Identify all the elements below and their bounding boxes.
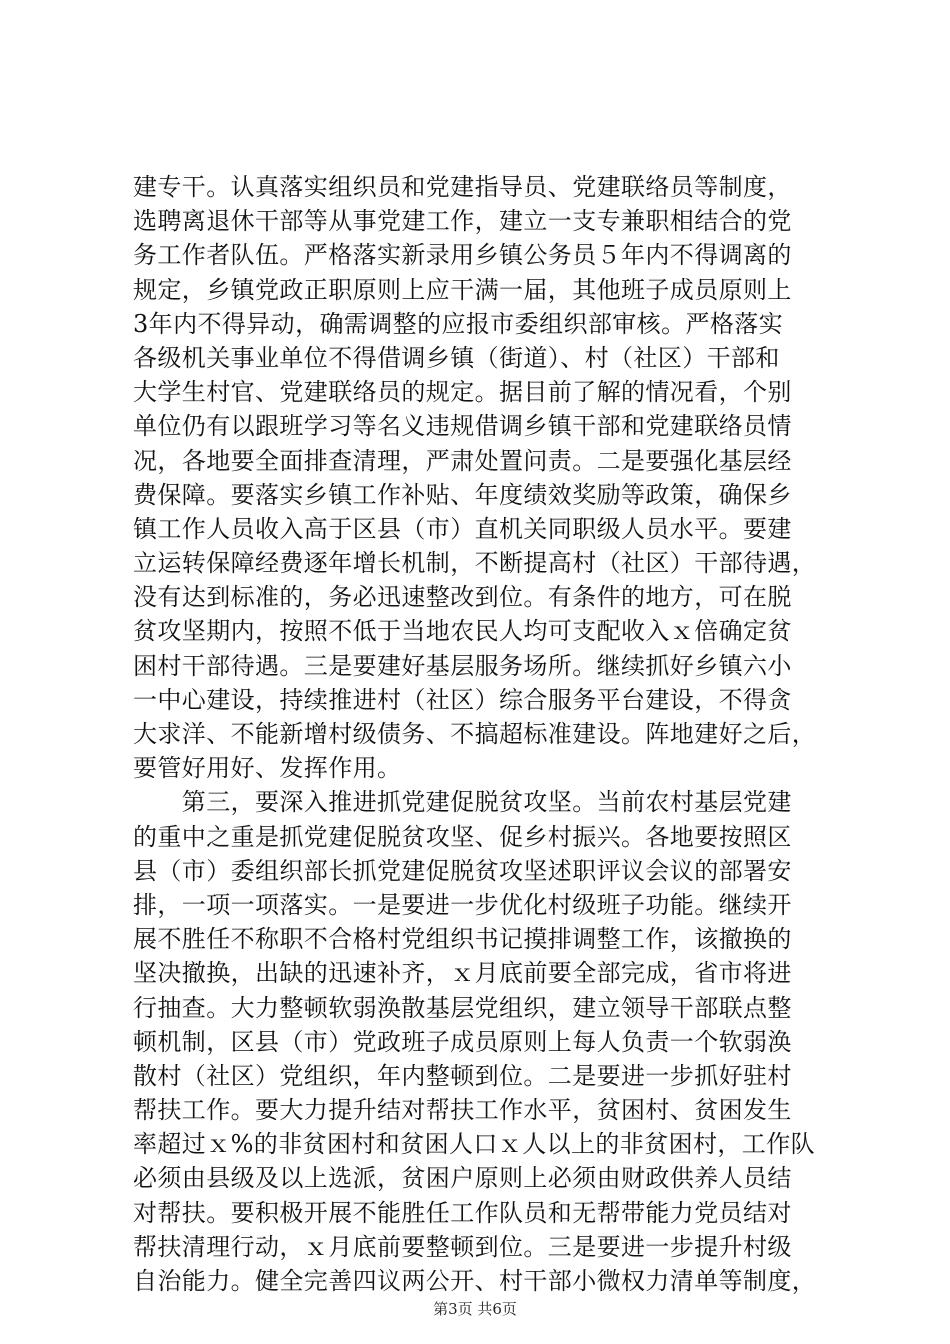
text-line: 行抽查。大力整顿软弱涣散基层党组织，建立领导干部联点整 xyxy=(133,993,792,1022)
text-line: 建专干。认真落实组织员和党建指导员、党建联络员等制度， xyxy=(133,173,792,201)
text-line: 3年内不得异动，确需调整的应报市委组织部审核。严格落实 xyxy=(133,309,784,338)
text-line: 况，各地要全面排查清理，严肃处置问责。二是要强化基层经 xyxy=(133,446,792,475)
text-line: 规定，乡镇党政正职原则上应干满一届，其他班子成员原则上 xyxy=(133,275,792,304)
text-line: 县（市）委组织部长抓党建促脱贫攻坚述职评议会议的部署安 xyxy=(133,856,792,885)
page-footer: 第3页 共6页 xyxy=(433,1300,517,1318)
text-line: 务工作者队伍。严格落实新录用乡镇公务员５年内不得调离的 xyxy=(133,241,792,270)
text-line: 镇工作人员收入高于区县（市）直机关同职级人员水平。要建 xyxy=(133,514,792,543)
text-line: 必须由县级及以上选派，贫困户原则上必须由财政供养人员结 xyxy=(133,1164,792,1193)
text-line: 困村干部待遇。三是要建好基层服务场所。继续抓好乡镇六小 xyxy=(133,651,792,680)
text-line: 单位仍有以跟班学习等名义违规借调乡镇干部和党建联络员情 xyxy=(133,412,792,441)
text-line: 大求洋、不能新增村级债务、不搞超标准建设。阵地建好之后， xyxy=(133,720,817,748)
text-line: 费保障。要落实乡镇工作补贴、年度绩效奖励等政策，确保乡 xyxy=(133,480,792,509)
text-line: 率超过ｘ%的非贫困村和贫困人口ｘ人以上的非贫困村，工作队 xyxy=(133,1130,816,1159)
body-text xyxy=(133,170,833,1298)
text-line: 帮扶清理行动，ｘ月底前要整顿到位。三是要进一步提升村级 xyxy=(133,1232,792,1261)
text-line: 各级机关事业单位不得借调乡镇（街道）、村（社区）干部和 xyxy=(133,343,780,372)
text-line: 立运转保障经费逐年增长机制，不断提高村（社区）干部待遇， xyxy=(133,549,817,578)
text-line: 散村（社区）党组织，年内整顿到位。二是要进一步抓好驻村 xyxy=(133,1061,792,1090)
text-line: 对帮扶。要积极开展不能胜任工作队员和无帮带能力党员结对 xyxy=(133,1198,792,1227)
text-line: 大学生村官、党建联络员的规定。据目前了解的情况看，个别 xyxy=(133,378,792,407)
text-line: 选聘离退休干部等从事党建工作，建立一支专兼职相结合的党 xyxy=(133,207,792,236)
text-line: 要管好用好、发挥作用。 xyxy=(133,754,402,783)
text-line: 展不胜任不称职不合格村党组织书记摸排调整工作，该撤换的 xyxy=(133,925,792,954)
text-line: 没有达到标准的，务必迅速整改到位。有条件的地方，可在脱 xyxy=(133,583,792,612)
text-line: 坚决撤换，出缺的迅速补齐，ｘ月底前要全部完成，省市将进 xyxy=(133,959,792,988)
paragraph-start-line: 第三，要深入推进抓党建促脱贫攻坚。当前农村基层党建 xyxy=(133,788,792,817)
text-line: 自治能力。健全完善四议两公开、村干部小微权力清单等制度， xyxy=(133,1267,817,1295)
text-line: 一中心建设，持续推进村（社区）综合服务平台建设，不得贪 xyxy=(133,685,792,714)
text-line: 贫攻坚期内，按照不低于当地农民人均可支配收入ｘ倍确定贫 xyxy=(133,617,792,646)
text-line: 顿机制，区县（市）党政班子成员原则上每人负责一个软弱涣 xyxy=(133,1027,792,1056)
text-line: 的重中之重是抓党建促脱贫攻坚、促乡村振兴。各地要按照区 xyxy=(133,822,792,851)
text-line: 排，一项一项落实。一是要进一步优化村级班子功能。继续开 xyxy=(133,890,792,919)
text-line: 帮扶工作。要大力提升结对帮扶工作水平，贫困村、贫困发生 xyxy=(133,1096,792,1125)
